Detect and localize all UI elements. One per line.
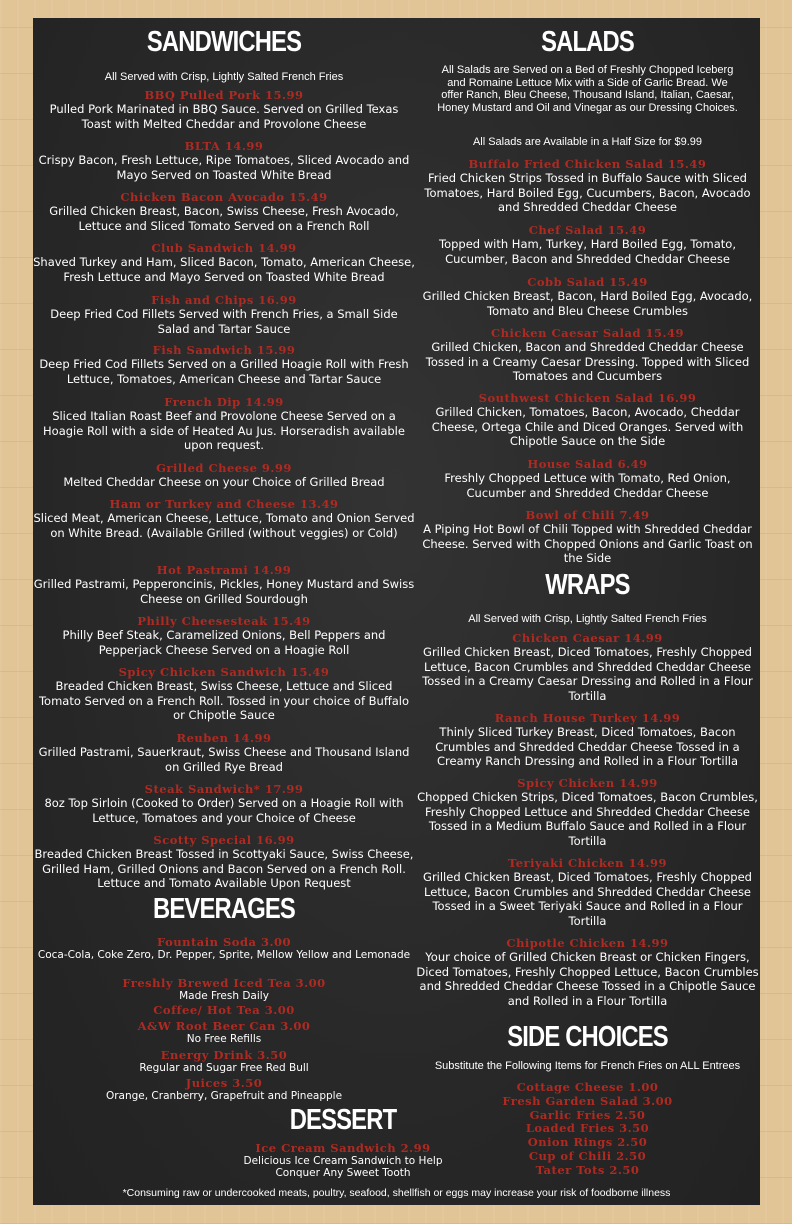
salads-intro: All Salads are Served on a Bed of Freshly Chopped Iceberg and Romaine Lettuce Mix with a Side of Garlic Bread. We offer Ranch, Bleu Cheese, Thousand Island, Italian, Caesar, Honey Mustard and Oil and Vinegar as our Dressing Choices. <box>437 64 738 114</box>
menu-item <box>33 782 415 825</box>
item-name: Ham or Turkey and Cheese 13.49 <box>109 497 339 511</box>
item-name: French Dip 14.99 <box>164 395 284 409</box>
menu-item <box>415 776 760 848</box>
menu-item <box>33 139 415 182</box>
side-item: Fresh Garden Salad 3.00 <box>502 1093 673 1108</box>
menu-item <box>33 833 415 891</box>
beverages-title: BEVERAGES <box>153 893 295 925</box>
item-description: Philly Beef Steak, Caramelized Onions, Bell Peppers and Pepperjack Cheese Served on a Hoagie Roll <box>62 628 386 657</box>
side-item: Onion Rings 2.50 <box>527 1135 648 1150</box>
item-name: Ice Cream Sandwich 2.99 <box>255 1141 431 1155</box>
menu-item <box>415 391 760 449</box>
item-description: Deep Fried Cod Fillets Served with French Fries, a Small Side Salad and Tartar Sauce <box>50 307 398 336</box>
item-description: Grilled Chicken Breast, Bacon, Hard Boiled Egg, Avocado, Tomato and Bleu Cheese Crumbles <box>422 289 753 318</box>
menu-item <box>33 665 415 723</box>
menu-item <box>415 326 760 384</box>
item-name: Juices 3.50 <box>185 1076 263 1090</box>
side-item: Tater Tots 2.50 <box>535 1162 640 1177</box>
side-item: Cottage Cheese 1.00 <box>516 1080 659 1094</box>
item-description: Melted Cheddar Cheese on your Choice of Grilled Bread <box>63 475 385 489</box>
item-name: Reuben 14.99 <box>176 731 272 745</box>
item-name: House Salad 6.49 <box>527 457 648 471</box>
wraps-subtitle: All Served with Crisp, Lightly Salted French Fries <box>468 613 707 625</box>
menu-item <box>33 1003 415 1017</box>
item-name: Fountain Soda 3.00 <box>157 935 291 949</box>
menu-item <box>33 976 415 1002</box>
item-name: Club Sandwich 14.99 <box>151 241 297 255</box>
menu-item <box>415 157 760 215</box>
menu-item <box>415 223 760 266</box>
item-name: Teriyaki Chicken 14.99 <box>507 856 667 870</box>
item-description: Chopped Chicken Strips, Diced Tomatoes, Bacon Crumbles, Freshly Chopped Lettuce and Shredded Cheddar Cheese Tossed in a Medium Buffalo Sauce and Rolled in a Flour Tortilla <box>417 790 758 848</box>
salads-half-note: All Salads are Available in a Half Size for $9.99 <box>472 136 703 148</box>
sandwiches-header <box>33 28 415 57</box>
item-name: Chicken Caesar Salad 15.49 <box>490 326 685 340</box>
item-description: Orange, Cranberry, Grapefruit and Pineapple <box>105 1090 343 1102</box>
item-description: Crispy Bacon, Fresh Lettuce, Ripe Tomatoes, Sliced Avocado and Mayo Served on Toasted White Bread <box>38 153 410 182</box>
menu-item <box>33 241 415 284</box>
item-name: Hot Pastrami 14.99 <box>156 563 292 577</box>
item-name: Ranch House Turkey 14.99 <box>494 711 681 725</box>
item-name: Southwest Chicken Salad 16.99 <box>478 391 697 405</box>
menu-item <box>415 631 760 703</box>
beverages-header <box>33 895 415 924</box>
side-item: Garlic Fries 2.50 <box>529 1107 646 1122</box>
menu-item <box>33 395 415 453</box>
item-description: Pulled Pork Marinated in BBQ Sauce. Served on Grilled Texas Toast with Melted Cheddar and Provolone Cheese <box>49 102 399 131</box>
menu-item <box>415 508 760 566</box>
menu-item <box>415 275 760 318</box>
menu-item <box>33 1076 415 1102</box>
sides-list <box>415 1081 760 1178</box>
item-name: Buffalo Fried Chicken Salad 15.49 <box>468 157 707 171</box>
menu-item <box>415 711 760 769</box>
item-description: Delicious Ice Cream Sandwich to Help Conquer Any Sweet Tooth <box>243 1155 443 1179</box>
menu-item <box>33 497 415 540</box>
item-name: A&W Root Beer Can 3.00 <box>137 1019 311 1033</box>
item-description: Freshly Chopped Lettuce with Tomato, Red Onion, Cucumber and Shredded Cheddar Cheese <box>444 471 731 500</box>
menu-item <box>33 614 415 657</box>
item-name: Chicken Bacon Avocado 15.49 <box>120 190 328 204</box>
salads-header <box>415 28 760 57</box>
side-item: Cup of Chili 2.50 <box>528 1148 647 1163</box>
menu-item <box>33 1048 415 1074</box>
sides-header <box>415 1023 760 1052</box>
item-description: Sliced Meat, American Cheese, Lettuce, Tomato and Onion Served on White Bread. (Available Grilled (without veggies) or Cold) <box>33 511 415 540</box>
sides-subtitle: Substitute the Following Items for French Fries on ALL Entrees <box>434 1060 741 1072</box>
item-name: Fish Sandwich 15.99 <box>152 343 296 357</box>
menu-item <box>33 1019 415 1045</box>
menu-item <box>33 190 415 233</box>
menu-item <box>33 293 415 336</box>
item-description: No Free Refills <box>186 1033 262 1045</box>
item-description: A Piping Hot Bowl of Chili Topped with Shredded Cheddar Cheese. Served with Chopped Onions and Garlic Toast on the Side <box>422 522 753 565</box>
salads-title: SALADS <box>541 26 634 58</box>
menu-item <box>33 935 415 961</box>
item-description: Regular and Sugar Free Red Bull <box>139 1062 309 1074</box>
menu-item <box>33 461 415 490</box>
side-item: Loaded Fries 3.50 <box>525 1121 650 1136</box>
item-description: Shaved Turkey and Ham, Sliced Bacon, Tomato, American Cheese, Fresh Lettuce and Mayo Served on Toasted White Bread <box>33 255 415 284</box>
item-name: Scotty Special 16.99 <box>153 833 295 847</box>
item-name: Energy Drink 3.50 <box>160 1048 288 1062</box>
item-name: Spicy Chicken 14.99 <box>517 776 658 790</box>
item-description: Grilled Pastrami, Pepperoncinis, Pickles, Honey Mustard and Swiss Cheese on Grilled Sourdough <box>33 577 415 606</box>
food-safety-disclaimer: *Consuming raw or undercooked meats, poultry, seafood, shellfish or eggs may increase your risk of foodborne illness <box>122 1187 671 1199</box>
item-description: Thinly Sliced Turkey Breast, Diced Tomatoes, Bacon Crumbles and Shredded Cheddar Cheese Tossed in a Creamy Ranch Dressing and Rolled in a Flour Tortilla <box>435 725 740 768</box>
item-name: Philly Cheesesteak 15.49 <box>137 614 311 628</box>
menu-item <box>33 731 415 774</box>
menu-item <box>415 936 760 1008</box>
item-description: Made Fresh Daily <box>179 990 269 1002</box>
item-description: Grilled Pastrami, Sauerkraut, Swiss Cheese and Thousand Island on Grilled Rye Bread <box>38 745 410 774</box>
item-description: Breaded Chicken Breast, Swiss Cheese, Lettuce and Sliced Tomato Served on a French Roll. Tossed in your choice of Buffalo or Chipotle Sauce <box>38 679 410 722</box>
item-description: Grilled Chicken, Tomatoes, Bacon, Avocado, Cheddar Cheese, Ortega Chile and Diced Oranges. Served with Chipotle Sauce on the Side <box>431 405 744 448</box>
item-description: Grilled Chicken Breast, Bacon, Swiss Cheese, Fresh Avocado, Lettuce and Sliced Tomato Served on a French Roll <box>49 204 399 233</box>
item-name: Bowl of Chili 7.49 <box>525 508 650 522</box>
item-description: Sliced Italian Roast Beef and Provolone Cheese Served on a Hoagie Roll with a side of Heated Au Jus. Horseradish available upon request. <box>43 409 405 452</box>
item-name: BBQ Pulled Pork 15.99 <box>144 88 304 102</box>
item-description: Grilled Chicken Breast, Diced Tomatoes, Freshly Chopped Lettuce, Bacon Crumbles and Shredded Cheddar Cheese Tossed in a Sweet Teriyaki Sauce and Rolled in a Flour Tortilla <box>423 870 752 928</box>
menu-board <box>33 18 760 1205</box>
sides-title: SIDE CHOICES <box>507 1021 668 1053</box>
item-name: Grilled Cheese 9.99 <box>156 461 292 475</box>
item-name: Freshly Brewed Iced Tea 3.00 <box>122 976 326 990</box>
menu-item <box>33 88 415 131</box>
item-description: Grilled Chicken, Bacon and Shredded Cheddar Cheese Tossed in a Creamy Caesar Dressing. Topped with Sliced Tomatoes and Cucumbers <box>425 340 750 383</box>
item-name: Coffee/ Hot Tea 3.00 <box>153 1003 295 1017</box>
item-description: Coca-Cola, Coke Zero, Dr. Pepper, Sprite, Mellow Yellow and Lemonade <box>37 949 411 961</box>
menu-item <box>415 856 760 928</box>
item-name: BLTA 14.99 <box>184 139 264 153</box>
sandwiches-subtitle: All Served with Crisp, Lightly Salted French Fries <box>104 71 344 83</box>
item-description: Grilled Chicken Breast, Diced Tomatoes, Freshly Chopped Lettuce, Bacon Crumbles and Shredded Cheddar Cheese Tossed in a Creamy Caesar Dressing and Rolled in a Flour Tortilla <box>422 645 753 703</box>
item-name: Chicken Caesar 14.99 <box>512 631 663 645</box>
item-name: Fish and Chips 16.99 <box>151 293 297 307</box>
item-description: 8oz Top Sirloin (Cooked to Order) Served on a Hoagie Roll with Lettuce, Tomatoes and your Choice of Cheese <box>44 796 404 825</box>
wraps-title: WRAPS <box>545 569 630 601</box>
item-description: Deep Fried Cod Fillets Served on a Grilled Hoagie Roll with Fresh Lettuce, Tomatoes, American Cheese and Tartar Sauce <box>39 357 409 386</box>
item-description: Breaded Chicken Breast Tossed in Scottyaki Sauce, Swiss Cheese, Grilled Ham, Grilled Onions and Bacon Served on a French Roll. Lettuce and Tomato Available Upon Request <box>34 847 414 890</box>
menu-item <box>415 457 760 500</box>
item-name: Cobb Salad 15.49 <box>527 275 648 289</box>
item-name: Steak Sandwich* 17.99 <box>144 782 304 796</box>
wraps-header <box>415 571 760 600</box>
item-name: Spicy Chicken Sandwich 15.49 <box>118 665 330 679</box>
item-name: Chipotle Chicken 14.99 <box>506 936 669 950</box>
item-description: Fried Chicken Strips Tossed in Buffalo Sauce with Sliced Tomatoes, Hard Boiled Egg, Cucumbers, Bacon, Avocado and Shredded Cheddar Cheese <box>424 171 751 214</box>
item-description: Topped with Ham, Turkey, Hard Boiled Egg, Tomato, Cucumber, Bacon and Shredded Cheddar Cheese <box>439 237 736 266</box>
menu-item <box>33 343 415 386</box>
item-name: Chef Salad 15.49 <box>528 223 647 237</box>
dessert-title: DESSERT <box>289 1104 397 1136</box>
item-description: Your choice of Grilled Chicken Breast or Chicken Fingers, Diced Tomatoes, Freshly Chopped Lettuce, Bacon Crumbles and Shredded Cheddar Cheese Tossed in a Chipotle Sauce and Rolled in a Flour Tortilla <box>416 950 759 1008</box>
sandwiches-title: SANDWICHES <box>146 26 302 58</box>
menu-item <box>33 563 415 606</box>
